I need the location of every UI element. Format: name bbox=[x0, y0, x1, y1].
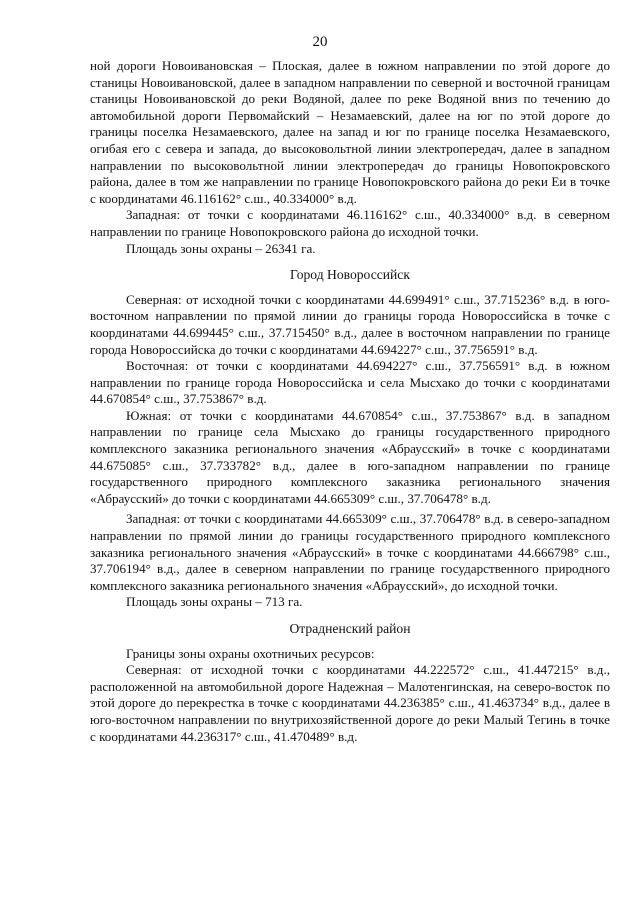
paragraph-north-boundary: Северная: от исходной точки с координатами 44.222572° с.ш., 41.447215° в.д., расположенной на автомобильной дороге Надежная – Малотенгинская, на северо-восток по этой дороге до перекрестка в точке с координатами 44.236385° с.ш., 41.463734° в.д., далее в юго-восточном направлении по внутрихозяйственной дороге до реки Малый Тегинь в точке с координатами 44.236317° с.ш., 41.470489° в.д. bbox=[90, 662, 610, 744]
section-heading-otradnensky: Отрадненский район bbox=[289, 621, 411, 636]
paragraph-intro: Границы зоны охраны охотничьих ресурсов: bbox=[126, 645, 375, 661]
paragraph-continuation: ной дороги Новоивановская – Плоская, далее в южном направлении по этой дороге до станицы Новоивановской, далее в западном направлении по северной и восточной границам станицы Новоивановской до реки Водяной, далее по реке Водяной вниз по течению до автомобильной дороги Первомайский – Незамаевский, далее на юг по этой дороге до границы поселка Незамаевского, далее на запад и юг по границе поселка Незамаевского, огибая его с севера и запада, до высоковольтной линии электропередач, далее в западном направлении по высоковольтной линии электропередач до границы Новопокровского района, далее в том же направлении по границе Новопокровского района до реки Еи в точке с координатами 46.116162° с.ш., 40.334000° в.д. bbox=[90, 58, 610, 206]
paragraph-area: Площадь зоны охраны – 713 га. bbox=[126, 594, 303, 610]
paragraph-west-boundary: Западная: от точки с координатами 46.116162° с.ш., 40.334000° в.д. в северном направлении по границе Новопокровского района до исходной точки. bbox=[90, 207, 610, 239]
paragraph-west-boundary: Западная: от точки с координатами 44.665309° с.ш., 37.706478° в.д. в северо-западном направлении по прямой линии до границы государственного природного комплексного заказника регионального значения «Абраусский» в точке с координатами 44.666798° с.ш., 37.706194° в.д., далее в северном направлении по границе государственного природного комплексного заказника регионального значения «Абраусский», до исходной точки. bbox=[90, 511, 610, 593]
paragraph-area: Площадь зоны охраны – 26341 га. bbox=[126, 240, 316, 256]
paragraph-south-boundary: Южная: от точки с координатами 44.670854° с.ш., 37.753867° в.д. в западном направлении по границе села Мысхако до границы государственного природного комплексного заказника регионального значения «Абраусский» в точке с координатами 44.675085° с.ш., 37.733782° в.д., далее в юго-западном направлении по границе государственного природного комплексного заказника регионального значения «Абраусский» до точки с координатами 44.665309° с.ш., 37.706478° в.д. bbox=[90, 407, 610, 506]
document-body bbox=[90, 58, 610, 745]
paragraph-east-boundary: Восточная: от точки с координатами 44.694227° с.ш., 37.756591° в.д. в южном направлении по границе города Новороссийска и села Мысхако до точки с координатами 44.670854° с.ш., 37.753867° в.д. bbox=[90, 358, 610, 407]
section-heading-novorossiysk: Город Новороссийск bbox=[290, 267, 410, 283]
page-number: 20 bbox=[312, 34, 328, 50]
paragraph-north-boundary: Северная: от исходной точки с координатами 44.699491° с.ш., 37.715236° в.д. в юго-восточном направлении по прямой линии до границы города Новороссийска в точке с координатами 44.699445° с.ш., 37.715450° в.д., далее в восточном направлении по границе города Новороссийска до точки с координатами 44.694227° с.ш., 37.756591° в.д. bbox=[90, 291, 610, 357]
